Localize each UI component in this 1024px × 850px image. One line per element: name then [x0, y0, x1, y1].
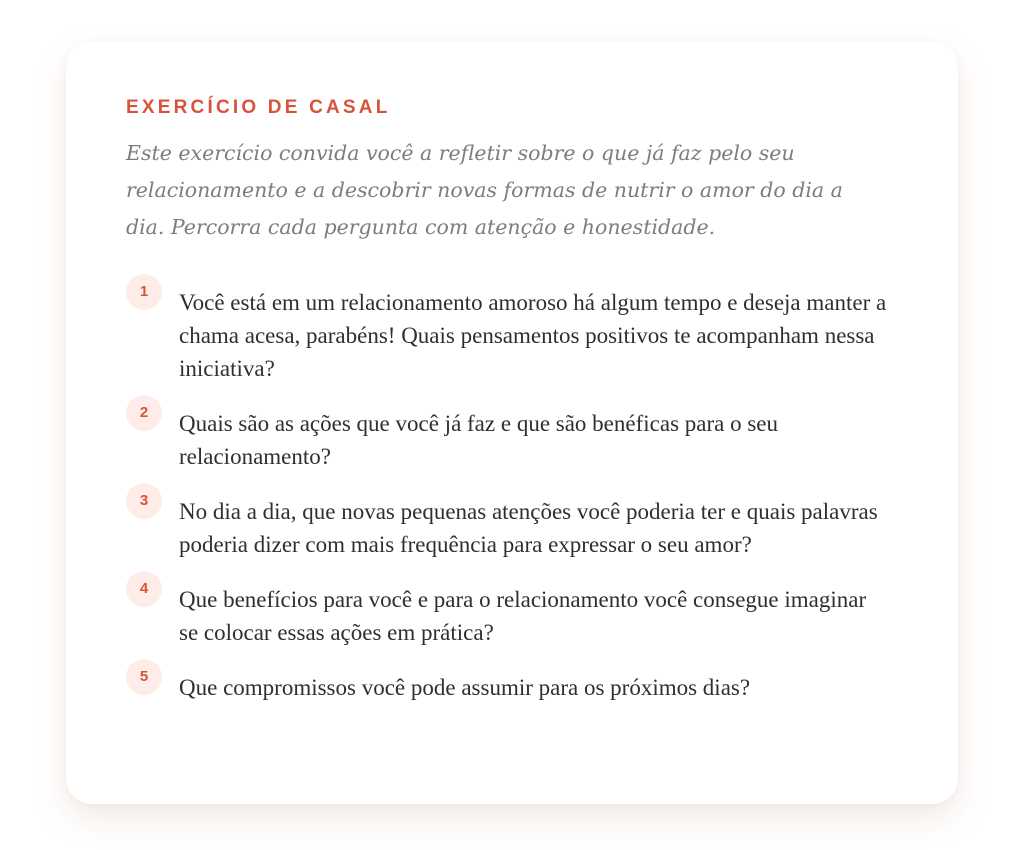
question-item — [126, 492, 898, 561]
question-item — [126, 668, 898, 704]
question-text: Quais são as ações que você já faz e que são benéficas para o seu relacionamento? — [179, 411, 778, 469]
card-intro-text: Este exercício convida você a refletir sobre o que já faz pelo seu relacionamento e a descobrir novas formas de nutrir o amor do dia a dia. Percorra cada pergunta com atenção e honestidade. — [126, 141, 843, 239]
card-eyebrow-title: EXERCÍCIO DE CASAL — [126, 97, 391, 118]
question-item — [126, 580, 898, 649]
question-text: No dia a dia, que novas pequenas atenções você poderia ter e quais palavras poderia dizer com mais frequência para expressar o seu amor? — [179, 499, 878, 557]
question-text: Você está em um relacionamento amoroso há algum tempo e deseja manter a chama acesa, parabéns! Quais pensamentos positivos te acompanham nessa iniciativa? — [179, 290, 887, 381]
exercise-card — [66, 42, 958, 804]
question-number-badge: 4 — [126, 571, 162, 607]
question-number-badge: 5 — [126, 659, 162, 695]
question-item — [126, 404, 898, 473]
question-list — [126, 283, 898, 704]
question-number-badge: 3 — [126, 483, 162, 519]
question-text: Que compromissos você pode assumir para os próximos dias? — [179, 675, 751, 700]
question-number-badge: 1 — [126, 274, 162, 310]
question-text: Que benefícios para você e para o relacionamento você consegue imaginar se colocar essas ações em prática? — [179, 587, 867, 645]
question-number-badge: 2 — [126, 395, 162, 431]
question-item — [126, 283, 898, 385]
